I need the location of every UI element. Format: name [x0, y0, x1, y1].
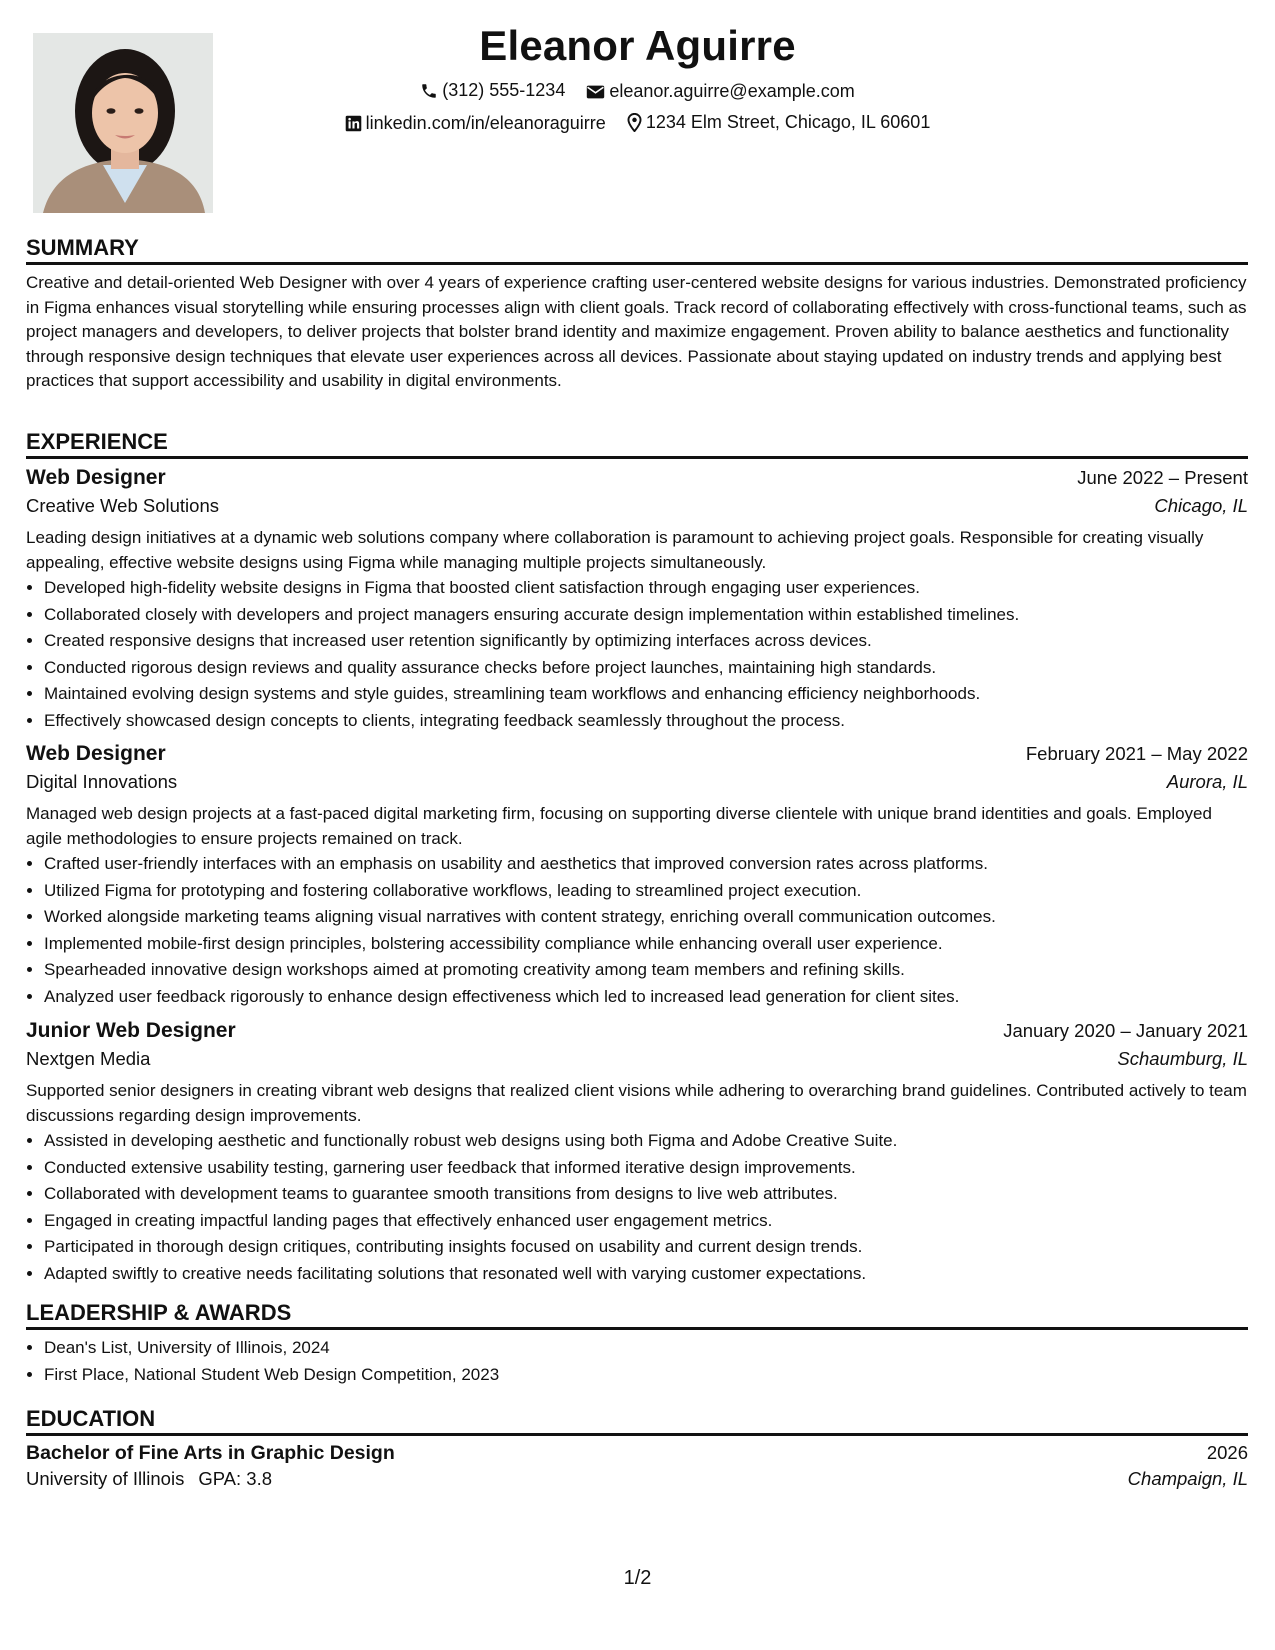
school-name: University of Illinois [26, 1468, 185, 1489]
school-location: Champaign, IL [1127, 1468, 1248, 1489]
email-contact[interactable] [586, 81, 854, 102]
job-location: Schaumburg, IL [1117, 1048, 1248, 1069]
job-title: Web Designer [26, 466, 166, 489]
page-number: 1/2 [623, 1567, 652, 1589]
experience-section [26, 427, 1248, 459]
job-title: Junior Web Designer [26, 1019, 236, 1042]
contact-row-secondary [0, 112, 1275, 137]
job-location: Aurora, IL [1166, 771, 1248, 792]
job-bullets [26, 1128, 1248, 1287]
education-heading: EDUCATION [26, 1404, 1248, 1436]
job-dates: February 2021 – May 2022 [1025, 743, 1248, 764]
address-text: 1234 Elm Street, Chicago, IL 60601 [645, 112, 931, 132]
experience-heading: EXPERIENCE [26, 427, 1248, 459]
awards-heading: LEADERSHIP & AWARDS [26, 1298, 1248, 1330]
list-item: • Adapted swiftly to creative needs facilitating solutions that resonated well with varying customer expectations. [44, 1261, 1248, 1288]
job-entry [26, 466, 1248, 734]
job-title: Web Designer [26, 742, 166, 765]
summary-heading: SUMMARY [26, 233, 1248, 265]
list-item: • Created responsive designs that increased user retention significantly by optimizing interfaces across devices. [44, 628, 1248, 655]
job-description: Managed web design projects at a fast-paced digital marketing firm, focusing on supporting diverse clientele with unique brand identities and goals. Employed agile methodologies to ensure projects remained on track. [26, 804, 1212, 848]
candidate-name: Eleanor Aguirre [479, 22, 796, 69]
awards-section [26, 1298, 1248, 1388]
job-bullets [26, 575, 1248, 734]
phone-icon [420, 82, 438, 100]
graduation-year: 2026 [1206, 1442, 1248, 1463]
job-location: Chicago, IL [1154, 495, 1248, 516]
list-item: • Conducted extensive usability testing, garnering user feedback that informed iterative design improvements. [44, 1155, 1248, 1182]
degree-title: Bachelor of Fine Arts in Graphic Design [26, 1442, 395, 1464]
job-company: Digital Innovations [26, 771, 178, 792]
list-item: • Utilized Figma for prototyping and fostering collaborative workflows, leading to streamlined project execution. [44, 878, 1248, 905]
list-item: • Analyzed user feedback rigorously to enhance design effectiveness which led to increased lead generation for client sites. [44, 984, 1248, 1011]
list-item: • Assisted in developing aesthetic and functionally robust web designs using both Figma and Adobe Creative Suite. [44, 1128, 1248, 1155]
contact-row-primary [0, 80, 1275, 105]
list-item: • Collaborated with development teams to guarantee smooth transitions from designs to live web attributes. [44, 1181, 1248, 1208]
gpa-value: GPA: 3.8 [198, 1468, 273, 1489]
job-bullets [26, 851, 1248, 1010]
job-company: Nextgen Media [26, 1048, 151, 1069]
education-section [26, 1404, 1248, 1490]
list-item: • Spearheaded innovative design workshops aimed at promoting creativity among team members and refining skills. [44, 957, 1248, 984]
list-item: • Conducted rigorous design reviews and quality assurance checks before project launches, maintaining high standards. [44, 655, 1248, 682]
job-entry [26, 1019, 1248, 1287]
list-item: • Developed high-fidelity website designs in Figma that boosted client satisfaction through engaging user experiences. [44, 575, 1248, 602]
email-icon [586, 84, 605, 100]
linkedin-text: linkedin.com/in/eleanoraguirre [365, 113, 606, 133]
job-dates: June 2022 – Present [1077, 467, 1248, 488]
job-dates: January 2020 – January 2021 [1003, 1020, 1248, 1041]
job-company: Creative Web Solutions [26, 495, 219, 516]
location-pin-icon [627, 113, 642, 132]
list-item: • Participated in thorough design critiques, contributing insights focused on usability and current design trends. [44, 1234, 1248, 1261]
job-description: Supported senior designers in creating vibrant web designs that realized client visions while adhering to overarching brand guidelines. Contributed actively to team discussions regarding design improvements. [26, 1081, 1247, 1125]
list-item: • Effectively showcased design concepts to clients, integrating feedback seamlessly throughout the process. [44, 708, 1248, 735]
list-item: • Crafted user-friendly interfaces with an emphasis on usability and aesthetics that improved conversion rates across platforms. [44, 851, 1248, 878]
job-description: Leading design initiatives at a dynamic web solutions company where collaboration is paramount to achieving project goals. Responsible for creating visually appealing, effective website designs using Figma while managing multiple projects simultaneously. [26, 528, 1204, 572]
summary-text: Creative and detail-oriented Web Designer with over 4 years of experience crafting user-centered website designs for various industries. Demonstrated proficiency in Figma enhances visual storytelling while ensuring processes align with client goals. Track record of collaborating effectively with cross-functional teams, such as project managers and developers, to deliver projects that bolster brand identity and maximize engagement. Proven ability to balance aesthetics and functionality through responsive design techniques that elevate user experiences across all devices. Passionate about staying updated on industry trends and applying best practices that support accessibility and usability in digital environments. [26, 273, 1247, 390]
phone-contact[interactable] [420, 80, 565, 101]
list-item: • Maintained evolving design systems and style guides, streamlining team workflows and enhancing efficiency neighborhoods. [44, 681, 1248, 708]
linkedin-icon [345, 115, 362, 132]
awards-list [26, 1335, 1248, 1388]
list-item: • Engaged in creating impactful landing pages that effectively enhanced user engagement metrics. [44, 1208, 1248, 1235]
address-contact [627, 112, 931, 133]
linkedin-contact[interactable] [345, 113, 606, 134]
list-item: • Dean's List, University of Illinois, 2024 [44, 1335, 1248, 1362]
email-text: eleanor.aguirre@example.com [609, 81, 855, 101]
list-item: • Worked alongside marketing teams aligning visual narratives with content strategy, enriching overall communication outcomes. [44, 904, 1248, 931]
phone-text: (312) 555-1234 [442, 80, 566, 100]
list-item: • Collaborated closely with developers and project managers ensuring accurate design implementation within established timelines. [44, 602, 1248, 629]
summary-section [26, 233, 1248, 394]
list-item: • Implemented mobile-first design principles, bolstering accessibility compliance while enhancing overall user experience. [44, 931, 1248, 958]
list-item: • First Place, National Student Web Design Competition, 2023 [44, 1362, 1248, 1389]
job-entry [26, 742, 1248, 1010]
